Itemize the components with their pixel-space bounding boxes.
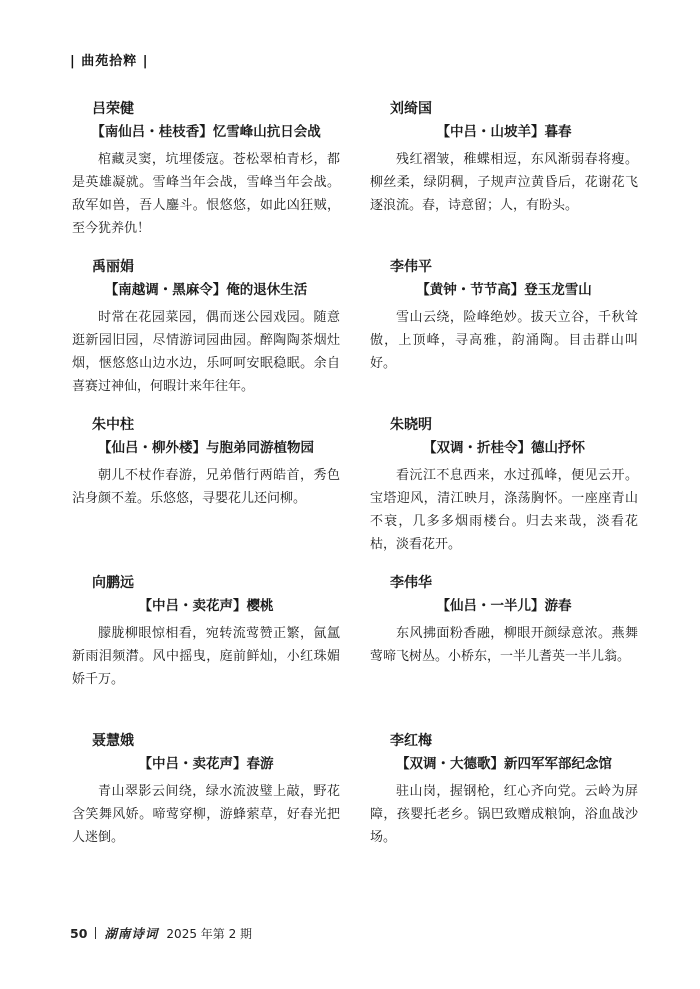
poem-author: 刘绮国 [390, 101, 432, 117]
poem [72, 414, 340, 572]
poem-title: 【南越调・黑麻令】俺的退休生活 [104, 282, 308, 298]
poem [370, 256, 638, 414]
section-tag: | 曲苑拾粹 | [70, 54, 149, 69]
poem-body: 雪山云绕，险峰绝妙。拔天立谷，千秋耸傲，上顶峰，寻高雅，韵涌陶。目击群山叫好。 [370, 310, 638, 371]
poem [72, 98, 340, 256]
poem-title: 【南仙吕・桂枝香】忆雪峰山抗日会战 [91, 124, 321, 140]
poem [72, 572, 340, 730]
left-column [72, 98, 340, 888]
poem [370, 730, 638, 888]
poem-title: 【仙吕・一半儿】游春 [436, 598, 572, 614]
poem-author: 吕荣健 [92, 101, 134, 117]
poem-author: 李红梅 [390, 733, 432, 749]
magazine-name: 湖南诗词 [104, 926, 159, 941]
poem-body: 棺藏灵窦，坑埋倭寇。苍松翠柏青杉，都是英雄凝就。雪峰当年会战，雪峰当年会战。敌军如兽，吾人鏖斗。恨悠悠，如此凶狂贼，至今犹养仇！ [72, 152, 340, 236]
poem-author: 禹丽娟 [92, 259, 134, 275]
poem [72, 730, 340, 888]
right-column [370, 98, 638, 888]
poem-title: 【中吕・卖花声】春游 [138, 756, 274, 772]
poem-title: 【双调・折桂令】德山抒怀 [423, 440, 585, 456]
poem-body: 驻山岗，握钢枪，红心齐向党。云岭为屏障，孩婴托老乡。锅巴致赠成粮饷，浴血战沙场。 [370, 784, 638, 845]
poem-author: 李伟华 [390, 575, 432, 591]
poem-title: 【双调・大德歌】新四军军部纪念馆 [396, 756, 612, 772]
poem [370, 98, 638, 256]
poem-body: 残红褶皱，稚蝶相逗，东风渐弱春将瘦。柳丝柔，绿阴稠，子规声泣黄昏后，花谢花飞逐浪流。春，诗意留；人，有盼头。 [370, 152, 638, 213]
poem-title: 【仙吕・柳外楼】与胞弟同游植物园 [98, 440, 314, 456]
poem-body: 东风拂面粉香融，柳眼开颜绿意浓。燕舞莺啼飞树丛。小桥东，一半儿耆英一半儿翁。 [370, 626, 638, 664]
poem-title: 【黄钟・节节高】登玉龙雪山 [416, 282, 592, 298]
poem [370, 414, 638, 572]
poem-body: 青山翠影云间绕，绿水流波璧上敲，野花含笑舞风娇。啼莺穿柳，游蜂萦草，好春光把人迷倒。 [72, 784, 340, 845]
poem [72, 256, 340, 414]
poem-author: 李伟平 [390, 259, 432, 275]
page-footer [70, 924, 252, 942]
poem-body: 看沅江不息西来，水过孤峰，便见云开。宝塔迎风，清江映月，涤荡胸怀。一座座青山不衰，几多多烟雨楼台。归去来哉，淡看花枯，淡看花开。 [370, 468, 638, 552]
poem-title: 【中吕・山坡羊】暮春 [436, 124, 572, 140]
poem-body: 时常在花园菜园，偶而迷公园戏园。随意逛新园旧园，尽情游词园曲园。醉陶陶茶烟灶烟，惬悠悠山边水边，乐呵呵安眠稳眠。余自喜赛过神仙，何暇计来年往年。 [72, 310, 340, 394]
poem-body: 朝儿不杖作春游，兄弟偕行两皓首，秀色沾身颜不羞。乐悠悠，寻嬰花儿还问柳。 [72, 468, 340, 506]
issue-label: 2025 年第 2 期 [166, 926, 253, 941]
poem-title: 【中吕・卖花声】樱桃 [138, 598, 274, 614]
poem-author: 聂慧娥 [92, 733, 134, 749]
poem-body: 朦胧柳眼惊相看，宛转流莺赞正繁，氤氲新雨泪频潸。风中摇曳，庭前鲜灿，小红珠媚娇千万。 [72, 626, 340, 687]
poem-author: 向鹏远 [92, 575, 134, 591]
poem-author: 朱中柱 [92, 417, 134, 433]
footer-divider [95, 927, 96, 939]
page-number: 50 [70, 925, 88, 941]
poem-author: 朱晓明 [390, 417, 432, 433]
poem [370, 572, 638, 730]
